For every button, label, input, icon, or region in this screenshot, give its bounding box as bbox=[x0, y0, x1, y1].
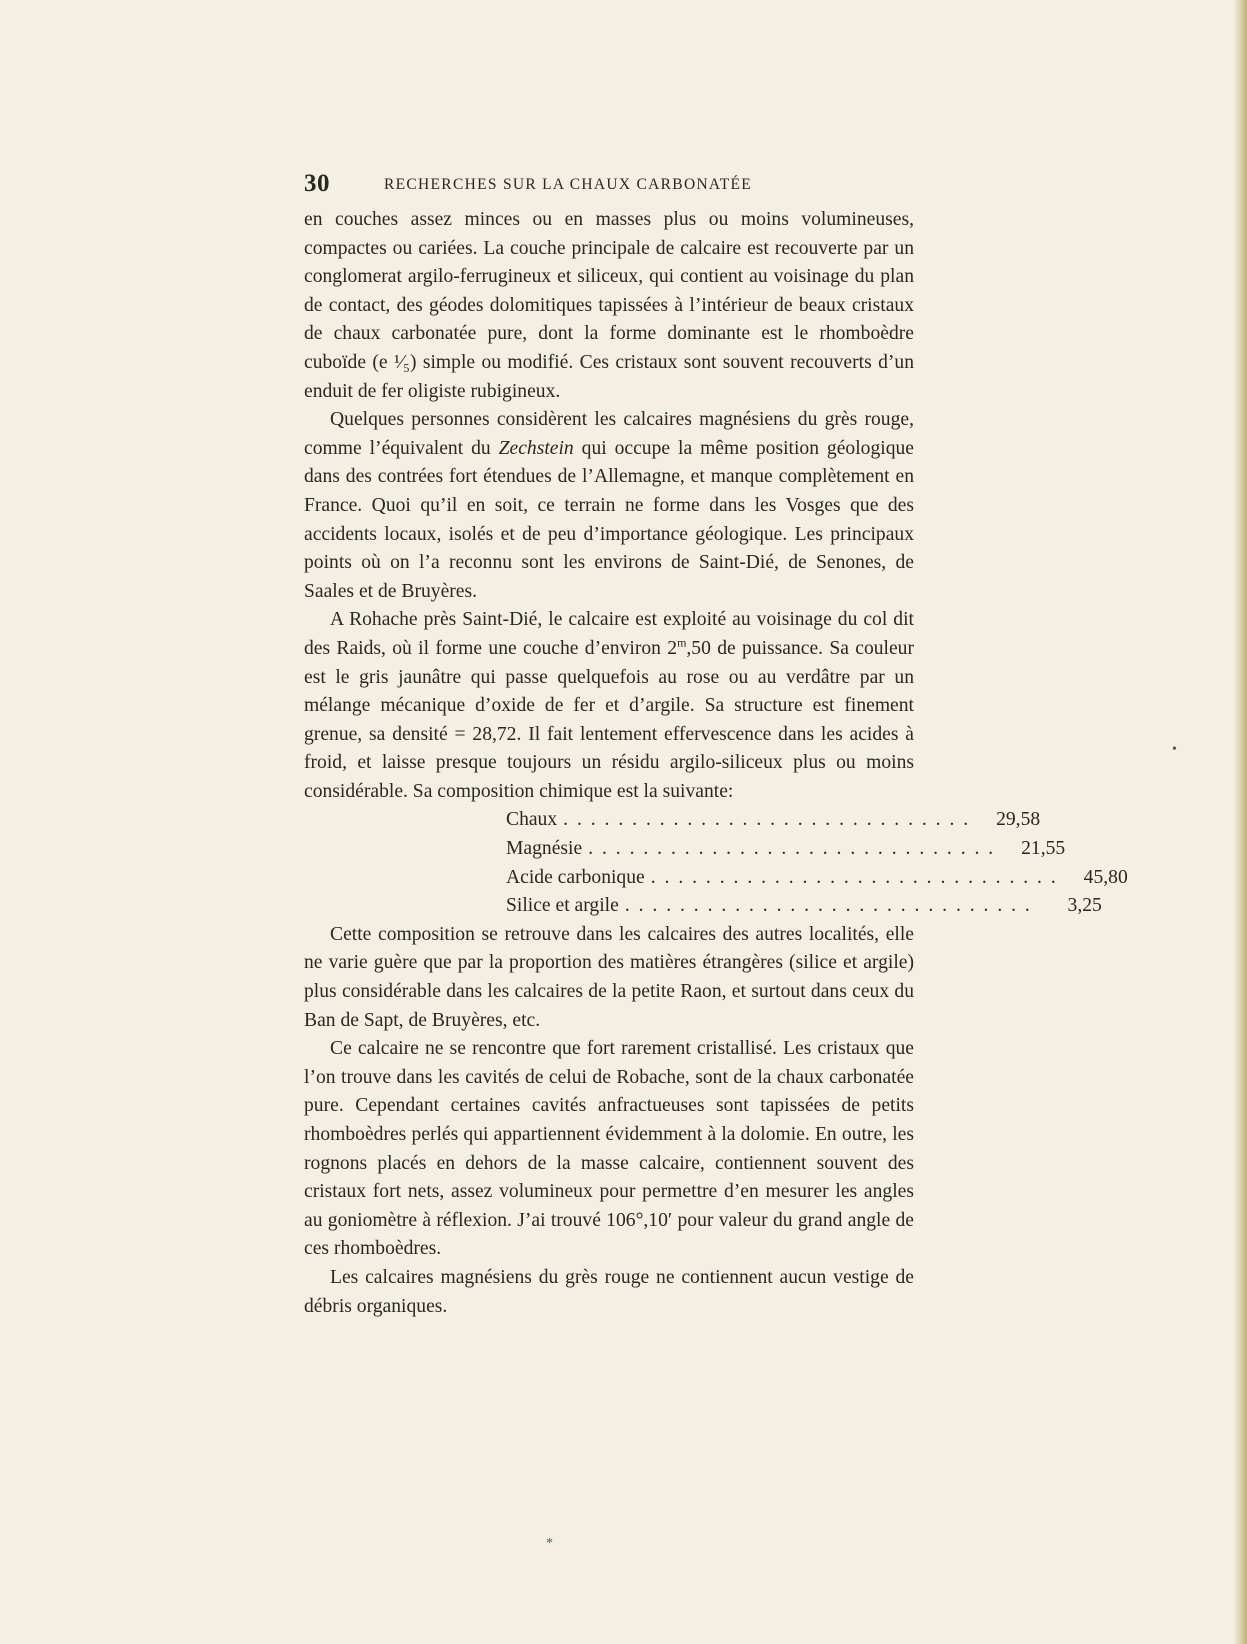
text-run: Ce calcaire ne se rencontre que fort rarement cristallisé. Les cristaux que l’on trouve dans les cavités de celui de Robache, sont de la chaux carbonatée pure. Cependant certaines cavités anfractueuses sont tapissées de petits rhomboèdres perlés qui appartiennent évidemment à la dolomie. En outre, les rognons placés en dehors de la masse calcaire, contiennent souvent des cristaux fort nets, assez volumineux pour permettre d’en mesurer les angles au goniomètre à réflexion. J’ai trouvé 106°,10′ pour valeur du grand angle de ces rhomboèdres. bbox=[304, 1038, 914, 1260]
running-title: RECHERCHES SUR LA CHAUX CARBONATÉE bbox=[384, 176, 753, 193]
component-name: Silice et argile bbox=[506, 895, 619, 917]
paragraphs-after-table bbox=[304, 921, 914, 1321]
leader-dots: . . . . . . . . . . . . . . . . . . . . . . . . . . . . . . bbox=[650, 866, 1058, 888]
component-value: 29,58 bbox=[996, 809, 1041, 831]
text-run: en couches assez minces ou en masses plus ou moins volumineuses, compactes ou cariées. La couche principale de calcaire est recouverte par un conglomerat argilo-ferrugineux et siliceux, qui contient au voisinage du plan de contact, des géodes dolomitiques tapissées à l’intérieur de beaux cristaux de chaux carbonatée pure, dont la forme dominante est le rhomboèdre cuboïde (e ¹⁄₅) simple ou modifié. Ces cristaux sont souvent recouverts d’un enduit de fer oligiste rubigineux. bbox=[304, 209, 914, 402]
leader-dots: . . . . . . . . . . . . . . . . . . . . . . . . . . . . . . bbox=[588, 838, 996, 860]
component-name: Magnésie bbox=[506, 838, 583, 860]
body-text bbox=[304, 206, 1128, 1321]
text-run: A Rohache près Saint-Dié, le calcaire est exploité au voisinage du col dit des Raids, où il forme une couche d’environ 2 bbox=[304, 609, 914, 659]
page-number: 30 bbox=[304, 170, 330, 197]
text-run: ,50 de puissance. Sa couleur est le gris jaunâtre qui passe quelquefois au rose ou au verdâtre par un mélange mécanique d’oxide de fer et d’argile. Sa structure est finement grenue, sa densité = 28,72. Il fait lentement effervescence dans les acides à froid, et laisse presque toujours un résidu argilo-siliceux plus ou moins considérable. Sa composition chimique est la suivante: bbox=[304, 637, 915, 802]
page-header bbox=[304, 170, 914, 200]
unit-superscript: m bbox=[677, 635, 687, 650]
component-value: 45,80 bbox=[1083, 866, 1128, 888]
stray-mark: * bbox=[546, 1536, 553, 1551]
composition-row bbox=[506, 835, 1066, 864]
paragraph bbox=[304, 206, 914, 406]
composition-row bbox=[506, 806, 1041, 835]
paragraphs-before-table bbox=[304, 206, 914, 806]
paragraph bbox=[304, 921, 914, 1035]
italic-term: Zechstein bbox=[498, 437, 574, 459]
leader-dots: . . . . . . . . . . . . . . . . . . . . . . . . . . . . . . bbox=[624, 895, 1032, 917]
text-run: Les calcaires magnésiens du grès rouge ne contiennent aucun vestige de débris organiques. bbox=[304, 1266, 914, 1317]
component-value: 21,55 bbox=[1021, 838, 1066, 860]
page-edge bbox=[1233, 0, 1247, 1644]
text-run: Quelques personnes considèrent les calcaires magnésiens du grès rouge, comme l’équivalent du bbox=[304, 409, 914, 459]
paragraph bbox=[304, 606, 914, 806]
paragraph bbox=[304, 1264, 914, 1321]
component-value: 3,25 bbox=[1067, 895, 1102, 917]
paragraph bbox=[304, 406, 914, 606]
component-name: Acide carbonique bbox=[506, 866, 645, 888]
component-name: Chaux bbox=[506, 809, 558, 831]
text-run: Cette composition se retrouve dans les calcaires des autres localités, elle ne varie guère que par la proportion des matières étrangères (silice et argile) plus considérable dans les calcaires de la petite Raon, et surtout dans ceux du Ban de Sapt, de Bruyères, etc. bbox=[304, 923, 914, 1031]
paragraph bbox=[304, 1035, 914, 1264]
text-run: qui occupe la même position géologique dans des contrées fort étendues de l’Allemagne, et manque complètement en France. Quoi qu’il en soit, ce terrain ne forme dans les Vosges que des accidents locaux, isolés et de peu d’importance géologique. Les principaux points où on l’a reconnu sont les environs de Saint-Dié, de Senones, de Saales et de Bruyères. bbox=[304, 437, 914, 602]
composition-row bbox=[506, 864, 1128, 893]
composition-table bbox=[506, 806, 1128, 920]
composition-row bbox=[506, 892, 1102, 921]
leader-dots: . . . . . . . . . . . . . . . . . . . . . . . . . . . . . . bbox=[563, 809, 971, 831]
margin-mark: • bbox=[1172, 742, 1177, 757]
